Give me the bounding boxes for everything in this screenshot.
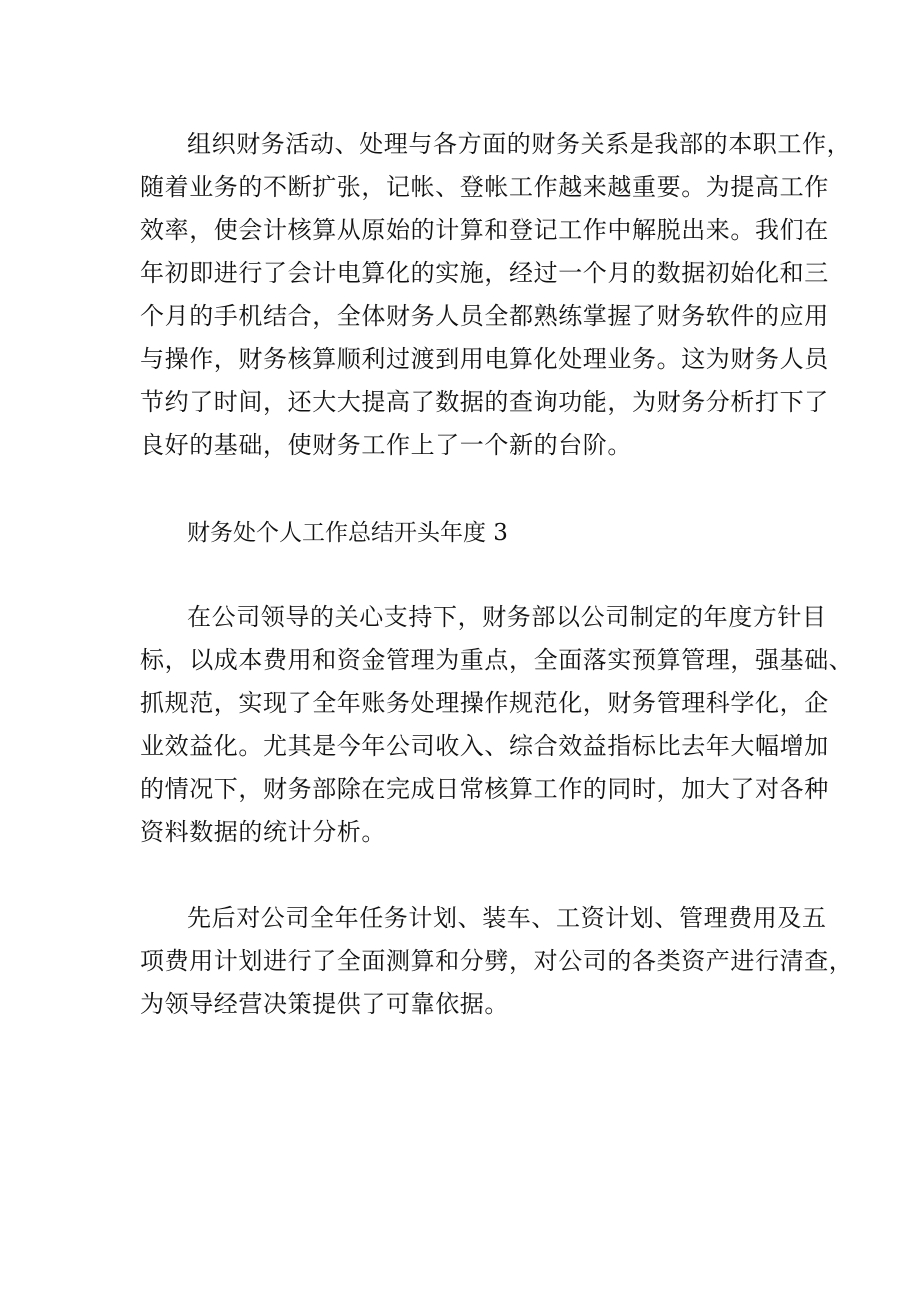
paragraph-line: 标，以成本费用和资金管理为重点，全面落实预算管理，强基础、 [140,646,854,674]
paragraph-line: 节约了时间，还大大提高了数据的查询功能，为财务分析打下了 [140,388,829,416]
paragraph-line: 业效益化。尤其是今年公司收入、综合效益指标比去年大幅增加 [140,732,829,760]
paragraph-line: 随着业务的不断扩张，记帐、登帐工作越来越重要。为提高工作 [140,173,829,201]
paragraph-line: 抓规范，实现了全年账务处理操作规范化，财务管理科学化，企 [140,689,829,717]
paragraph-line: 在公司领导的关心支持下，财务部以公司制定的年度方针目 [187,603,827,631]
paragraph-line: 良好的基础，使财务工作上了一个新的台阶。 [140,431,632,459]
paragraph-line: 的情况下，财务部除在完成日常核算工作的同时，加大了对各种 [140,775,829,803]
paragraph-line: 组织财务活动、处理与各方面的财务关系是我部的本职工作， [187,130,852,158]
section-heading: 财务处个人工作总结开头年度 3 [187,520,508,546]
paragraph-line: 年初即进行了会计电算化的实施，经过一个月的数据初始化和三 [140,259,829,287]
paragraph-line: 资料数据的统计分析。 [140,818,386,846]
paragraph-line: 为领导经营决策提供了可靠依据。 [140,990,509,1018]
paragraph-line: 与操作，财务核算顺利过渡到用电算化处理业务。这为财务人员 [140,345,829,373]
paragraph-line: 效率，使会计核算从原始的计算和登记工作中解脱出来。我们在 [140,216,829,244]
paragraph-line: 先后对公司全年任务计划、装车、工资计划、管理费用及五 [187,904,827,932]
paragraph-line: 项费用计划进行了全面测算和分劈，对公司的各类资产进行清查， [140,947,854,975]
paragraph-line: 个月的手机结合，全体财务人员全都熟练掌握了财务软件的应用 [140,302,829,330]
